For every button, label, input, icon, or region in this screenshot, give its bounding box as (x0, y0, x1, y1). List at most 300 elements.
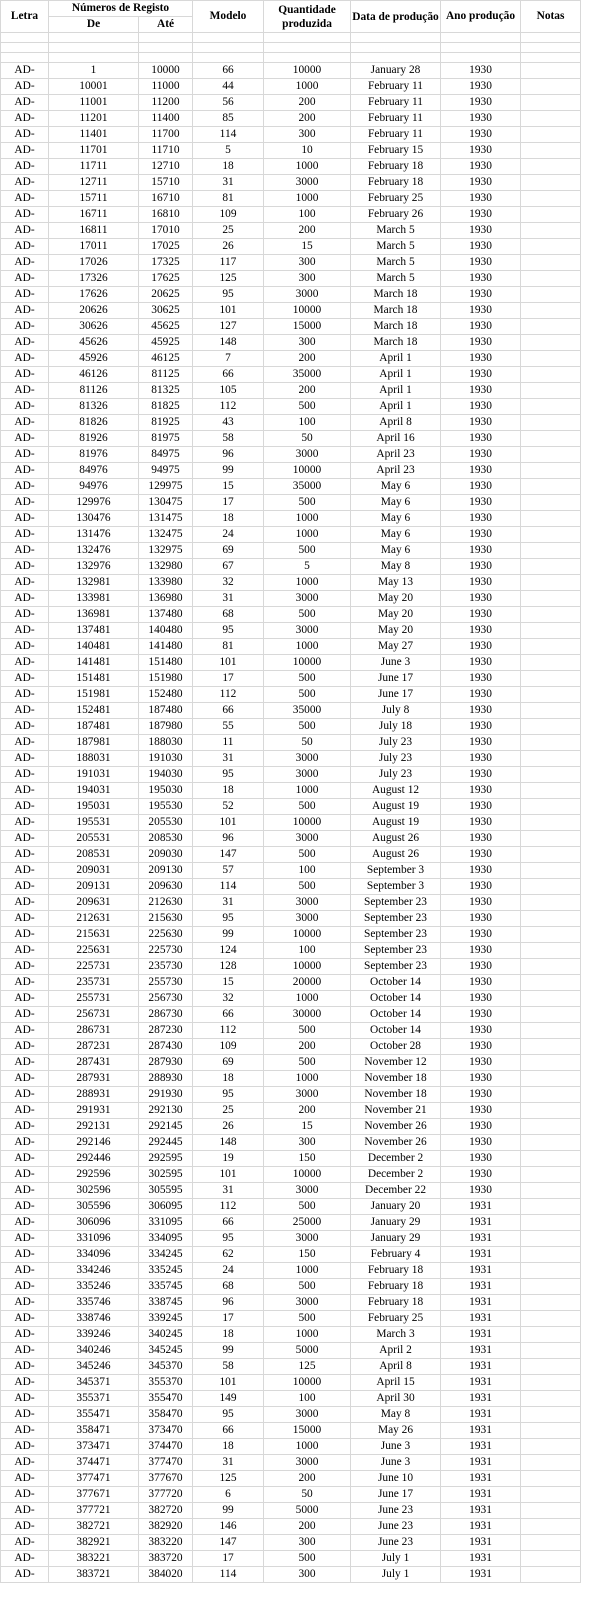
cell-modelo: 112 (193, 1199, 264, 1215)
cell-ate: 286730 (139, 1007, 193, 1023)
cell-data: February 18 (351, 1263, 441, 1279)
cell-data: July 23 (351, 735, 441, 751)
cell-letra: AD- (1, 463, 49, 479)
cell-ano: 1930 (441, 527, 521, 543)
cell-de: 287931 (49, 1071, 139, 1087)
cell-ate: 195530 (139, 799, 193, 815)
cell-quantidade: 10 (264, 143, 351, 159)
cell-modelo: 127 (193, 319, 264, 335)
cell-ate: 288930 (139, 1071, 193, 1087)
cell-data: August 19 (351, 799, 441, 815)
cell-modelo: 15 (193, 479, 264, 495)
cell-ano: 1930 (441, 975, 521, 991)
cell-de: 11001 (49, 95, 139, 111)
cell-quantidade: 10000 (264, 303, 351, 319)
cell-letra: AD- (1, 783, 49, 799)
cell-data: February 18 (351, 159, 441, 175)
table-row (1, 815, 581, 831)
cell-letra: AD- (1, 975, 49, 991)
table-row (1, 1327, 581, 1343)
cell-modelo: 7 (193, 351, 264, 367)
cell-data: December 22 (351, 1183, 441, 1199)
cell-quantidade: 200 (264, 351, 351, 367)
cell-ate: 195030 (139, 783, 193, 799)
cell-notas (521, 1263, 581, 1279)
cell-modelo: 117 (193, 255, 264, 271)
cell-data: June 3 (351, 1455, 441, 1471)
table-row (1, 1023, 581, 1039)
cell-quantidade: 500 (264, 607, 351, 623)
cell-de: 81826 (49, 415, 139, 431)
cell-letra: AD- (1, 1263, 49, 1279)
table-row (1, 463, 581, 479)
cell-ate: 340245 (139, 1327, 193, 1343)
cell-ate: 130475 (139, 495, 193, 511)
cell-ate: 287930 (139, 1055, 193, 1071)
cell-data: September 23 (351, 927, 441, 943)
table-row (1, 175, 581, 191)
cell-data: May 20 (351, 623, 441, 639)
cell-data: April 16 (351, 431, 441, 447)
cell-quantidade: 3000 (264, 751, 351, 767)
cell-notas (521, 543, 581, 559)
cell-letra: AD- (1, 319, 49, 335)
cell-notas (521, 735, 581, 751)
cell-quantidade: 3000 (264, 447, 351, 463)
cell-modelo: 148 (193, 335, 264, 351)
cell-letra: AD- (1, 511, 49, 527)
cell-data: May 6 (351, 479, 441, 495)
table-row (1, 543, 581, 559)
cell-notas (521, 1535, 581, 1551)
cell-modelo: 85 (193, 111, 264, 127)
cell-letra: AD- (1, 1439, 49, 1455)
cell-ano: 1930 (441, 991, 521, 1007)
cell-letra: AD- (1, 1343, 49, 1359)
cell-de: 17026 (49, 255, 139, 271)
cell-letra: AD- (1, 735, 49, 751)
cell-notas (521, 63, 581, 79)
cell-ate: 256730 (139, 991, 193, 1007)
cell-notas (521, 271, 581, 287)
table-row (1, 159, 581, 175)
table-row (1, 1087, 581, 1103)
cell-de: 81126 (49, 383, 139, 399)
table-row (1, 1487, 581, 1503)
cell-letra: AD- (1, 847, 49, 863)
cell-letra: AD- (1, 687, 49, 703)
cell-ano: 1930 (441, 959, 521, 975)
cell-quantidade: 3000 (264, 1087, 351, 1103)
cell-data: May 8 (351, 559, 441, 575)
cell-notas (521, 799, 581, 815)
table-row (1, 319, 581, 335)
cell-ano: 1930 (441, 735, 521, 751)
cell-modelo: 6 (193, 1487, 264, 1503)
cell-letra: AD- (1, 271, 49, 287)
cell-data: January 20 (351, 1199, 441, 1215)
cell-ano: 1930 (441, 1167, 521, 1183)
cell-data: August 12 (351, 783, 441, 799)
cell-data: April 1 (351, 351, 441, 367)
cell-ano: 1931 (441, 1519, 521, 1535)
cell-data: August 26 (351, 847, 441, 863)
cell-ano: 1930 (441, 863, 521, 879)
cell-notas (521, 191, 581, 207)
cell-ate: 209630 (139, 879, 193, 895)
cell-data: June 23 (351, 1503, 441, 1519)
cell-quantidade: 3000 (264, 623, 351, 639)
cell-ano: 1930 (441, 1183, 521, 1199)
table-row (1, 63, 581, 79)
cell-letra: AD- (1, 927, 49, 943)
cell-ate: 11200 (139, 95, 193, 111)
cell-ano: 1931 (441, 1199, 521, 1215)
cell-de: 195531 (49, 815, 139, 831)
cell-ano: 1931 (441, 1231, 521, 1247)
cell-ate: 334095 (139, 1231, 193, 1247)
cell-modelo: 57 (193, 863, 264, 879)
cell-ano: 1930 (441, 207, 521, 223)
cell-ano: 1930 (441, 1135, 521, 1151)
cell-quantidade: 3000 (264, 767, 351, 783)
cell-letra: AD- (1, 543, 49, 559)
cell-notas (521, 1327, 581, 1343)
cell-ate: 355470 (139, 1391, 193, 1407)
table-row (1, 127, 581, 143)
cell-ano: 1930 (441, 399, 521, 415)
cell-quantidade: 5 (264, 559, 351, 575)
table-row (1, 367, 581, 383)
cell-data: February 18 (351, 1295, 441, 1311)
cell-quantidade: 1000 (264, 1071, 351, 1087)
cell-letra: AD- (1, 95, 49, 111)
cell-notas (521, 463, 581, 479)
cell-de: 187981 (49, 735, 139, 751)
cell-letra: AD- (1, 1103, 49, 1119)
cell-modelo: 58 (193, 1359, 264, 1375)
cell-data: February 18 (351, 175, 441, 191)
cell-de: 15711 (49, 191, 139, 207)
cell-modelo: 101 (193, 1167, 264, 1183)
cell-notas (521, 1487, 581, 1503)
cell-ate: 11710 (139, 143, 193, 159)
cell-de: 17011 (49, 239, 139, 255)
cell-letra: AD- (1, 431, 49, 447)
cell-ate: 305595 (139, 1183, 193, 1199)
cell-modelo: 66 (193, 703, 264, 719)
table-row (1, 111, 581, 127)
cell-modelo: 18 (193, 511, 264, 527)
cell-ano: 1930 (441, 335, 521, 351)
cell-de: 132976 (49, 559, 139, 575)
cell-data: April 30 (351, 1391, 441, 1407)
cell-letra: AD- (1, 559, 49, 575)
cell-modelo: 56 (193, 95, 264, 111)
cell-data: March 18 (351, 319, 441, 335)
cell-modelo: 43 (193, 415, 264, 431)
cell-ano: 1930 (441, 351, 521, 367)
cell-letra: AD- (1, 159, 49, 175)
cell-de: 335246 (49, 1279, 139, 1295)
cell-notas (521, 1375, 581, 1391)
cell-letra: AD- (1, 303, 49, 319)
table-row (1, 1247, 581, 1263)
cell-de: 30626 (49, 319, 139, 335)
cell-notas (521, 1087, 581, 1103)
cell-modelo: 146 (193, 1519, 264, 1535)
cell-notas (521, 319, 581, 335)
cell-ano: 1930 (441, 191, 521, 207)
cell-data: March 5 (351, 271, 441, 287)
cell-ano: 1931 (441, 1375, 521, 1391)
cell-data: May 20 (351, 607, 441, 623)
cell-modelo: 55 (193, 719, 264, 735)
table-row (1, 1439, 581, 1455)
header-ano: Ano produção (441, 1, 521, 33)
cell-notas (521, 751, 581, 767)
cell-data: May 20 (351, 591, 441, 607)
cell-quantidade: 200 (264, 1519, 351, 1535)
cell-ano: 1930 (441, 223, 521, 239)
cell-ano: 1930 (441, 303, 521, 319)
table-row (1, 1423, 581, 1439)
cell-de: 358471 (49, 1423, 139, 1439)
cell-de: 288931 (49, 1087, 139, 1103)
cell-de: 132981 (49, 575, 139, 591)
cell-quantidade: 10000 (264, 1167, 351, 1183)
cell-notas (521, 511, 581, 527)
cell-letra: AD- (1, 815, 49, 831)
cell-de: 151981 (49, 687, 139, 703)
cell-ate: 292130 (139, 1103, 193, 1119)
cell-ano: 1930 (441, 607, 521, 623)
cell-de: 84976 (49, 463, 139, 479)
cell-data: March 5 (351, 239, 441, 255)
cell-ate: 81975 (139, 431, 193, 447)
cell-ate: 137480 (139, 607, 193, 623)
cell-letra: AD- (1, 1359, 49, 1375)
cell-modelo: 96 (193, 1295, 264, 1311)
cell-data: April 23 (351, 447, 441, 463)
cell-ano: 1931 (441, 1487, 521, 1503)
table-row (1, 911, 581, 927)
cell-letra: AD- (1, 175, 49, 191)
cell-ano: 1931 (441, 1263, 521, 1279)
cell-quantidade: 200 (264, 1103, 351, 1119)
cell-ate: 292445 (139, 1135, 193, 1151)
cell-quantidade: 500 (264, 1055, 351, 1071)
cell-notas (521, 863, 581, 879)
table-row (1, 671, 581, 687)
cell-data: November 21 (351, 1103, 441, 1119)
cell-data: July 18 (351, 719, 441, 735)
cell-ate: 45625 (139, 319, 193, 335)
cell-data: January 29 (351, 1215, 441, 1231)
table-row (1, 335, 581, 351)
cell-notas (521, 447, 581, 463)
cell-letra: AD- (1, 863, 49, 879)
cell-modelo: 124 (193, 943, 264, 959)
cell-quantidade: 200 (264, 1039, 351, 1055)
cell-letra: AD- (1, 127, 49, 143)
cell-letra: AD- (1, 943, 49, 959)
cell-modelo: 66 (193, 367, 264, 383)
cell-modelo: 26 (193, 1119, 264, 1135)
cell-ano: 1930 (441, 1119, 521, 1135)
table-row (1, 1503, 581, 1519)
cell-de: 188031 (49, 751, 139, 767)
cell-quantidade: 10000 (264, 463, 351, 479)
cell-ate: 12710 (139, 159, 193, 175)
cell-data: May 8 (351, 1407, 441, 1423)
table-row (1, 1231, 581, 1247)
cell-letra: AD- (1, 1087, 49, 1103)
cell-ano: 1930 (441, 895, 521, 911)
cell-de: 1 (49, 63, 139, 79)
cell-letra: AD- (1, 143, 49, 159)
cell-quantidade: 1000 (264, 639, 351, 655)
cell-ano: 1930 (441, 367, 521, 383)
cell-ate: 187480 (139, 703, 193, 719)
cell-letra: AD- (1, 415, 49, 431)
cell-data: September 23 (351, 943, 441, 959)
cell-data: April 1 (351, 367, 441, 383)
cell-notas (521, 111, 581, 127)
cell-ano: 1930 (441, 623, 521, 639)
cell-de: 194031 (49, 783, 139, 799)
table-row (1, 1279, 581, 1295)
cell-de: 306096 (49, 1215, 139, 1231)
header-letra: Letra (1, 1, 49, 33)
cell-ate: 209130 (139, 863, 193, 879)
cell-ate: 11400 (139, 111, 193, 127)
cell-notas (521, 287, 581, 303)
cell-notas (521, 175, 581, 191)
cell-letra: AD- (1, 1007, 49, 1023)
cell-modelo: 125 (193, 1471, 264, 1487)
cell-quantidade: 200 (264, 95, 351, 111)
cell-ate: 374470 (139, 1439, 193, 1455)
table-row (1, 1135, 581, 1151)
cell-ano: 1930 (441, 1039, 521, 1055)
cell-quantidade: 100 (264, 943, 351, 959)
cell-quantidade: 500 (264, 1551, 351, 1567)
cell-de: 334246 (49, 1263, 139, 1279)
table-row (1, 799, 581, 815)
cell-data: July 8 (351, 703, 441, 719)
cell-modelo: 24 (193, 1263, 264, 1279)
table-row (1, 351, 581, 367)
cell-de: 17326 (49, 271, 139, 287)
cell-modelo: 99 (193, 1343, 264, 1359)
cell-ano: 1930 (441, 879, 521, 895)
header-quantidade: Quantidade produzida (264, 1, 351, 33)
cell-modelo: 95 (193, 1407, 264, 1423)
cell-notas (521, 1103, 581, 1119)
table-row (1, 511, 581, 527)
cell-de: 255731 (49, 991, 139, 1007)
cell-de: 340246 (49, 1343, 139, 1359)
cell-ano: 1930 (441, 767, 521, 783)
cell-ano: 1930 (441, 719, 521, 735)
cell-data: March 3 (351, 1327, 441, 1343)
cell-data: October 14 (351, 1023, 441, 1039)
cell-de: 16811 (49, 223, 139, 239)
cell-notas (521, 1311, 581, 1327)
table-row (1, 1151, 581, 1167)
cell-modelo: 11 (193, 735, 264, 751)
cell-ano: 1930 (441, 447, 521, 463)
cell-notas (521, 239, 581, 255)
cell-modelo: 31 (193, 591, 264, 607)
cell-quantidade: 500 (264, 687, 351, 703)
cell-ano: 1930 (441, 591, 521, 607)
cell-data: March 5 (351, 223, 441, 239)
cell-quantidade: 200 (264, 111, 351, 127)
cell-de: 345371 (49, 1375, 139, 1391)
cell-notas (521, 815, 581, 831)
cell-modelo: 147 (193, 1535, 264, 1551)
cell-ano: 1930 (441, 943, 521, 959)
cell-quantidade: 300 (264, 271, 351, 287)
cell-data: October 28 (351, 1039, 441, 1055)
cell-ano: 1931 (441, 1535, 521, 1551)
cell-ano: 1930 (441, 847, 521, 863)
cell-ano: 1930 (441, 63, 521, 79)
cell-modelo: 95 (193, 911, 264, 927)
cell-de: 235731 (49, 975, 139, 991)
cell-letra: AD- (1, 1039, 49, 1055)
cell-modelo: 95 (193, 1087, 264, 1103)
cell-modelo: 149 (193, 1391, 264, 1407)
cell-de: 377721 (49, 1503, 139, 1519)
cell-ate: 255730 (139, 975, 193, 991)
cell-quantidade: 1000 (264, 991, 351, 1007)
cell-de: 17626 (49, 287, 139, 303)
cell-quantidade: 35000 (264, 367, 351, 383)
cell-ano: 1930 (441, 927, 521, 943)
cell-ano: 1930 (441, 639, 521, 655)
cell-letra: AD- (1, 351, 49, 367)
cell-quantidade: 10000 (264, 815, 351, 831)
cell-modelo: 18 (193, 159, 264, 175)
cell-notas (521, 911, 581, 927)
cell-ate: 334245 (139, 1247, 193, 1263)
cell-quantidade: 500 (264, 799, 351, 815)
cell-data: March 5 (351, 255, 441, 271)
cell-letra: AD- (1, 703, 49, 719)
cell-notas (521, 1199, 581, 1215)
empty-row (1, 43, 581, 53)
cell-quantidade: 10000 (264, 63, 351, 79)
cell-data: September 23 (351, 895, 441, 911)
cell-data: January 29 (351, 1231, 441, 1247)
cell-ano: 1930 (441, 511, 521, 527)
cell-quantidade: 15000 (264, 319, 351, 335)
cell-quantidade: 30000 (264, 1007, 351, 1023)
cell-ate: 30625 (139, 303, 193, 319)
cell-modelo: 96 (193, 447, 264, 463)
cell-letra: AD- (1, 607, 49, 623)
table-row (1, 1199, 581, 1215)
cell-de: 338746 (49, 1311, 139, 1327)
cell-de: 225631 (49, 943, 139, 959)
cell-quantidade: 200 (264, 1471, 351, 1487)
table-row (1, 991, 581, 1007)
cell-quantidade: 500 (264, 847, 351, 863)
cell-notas (521, 1135, 581, 1151)
